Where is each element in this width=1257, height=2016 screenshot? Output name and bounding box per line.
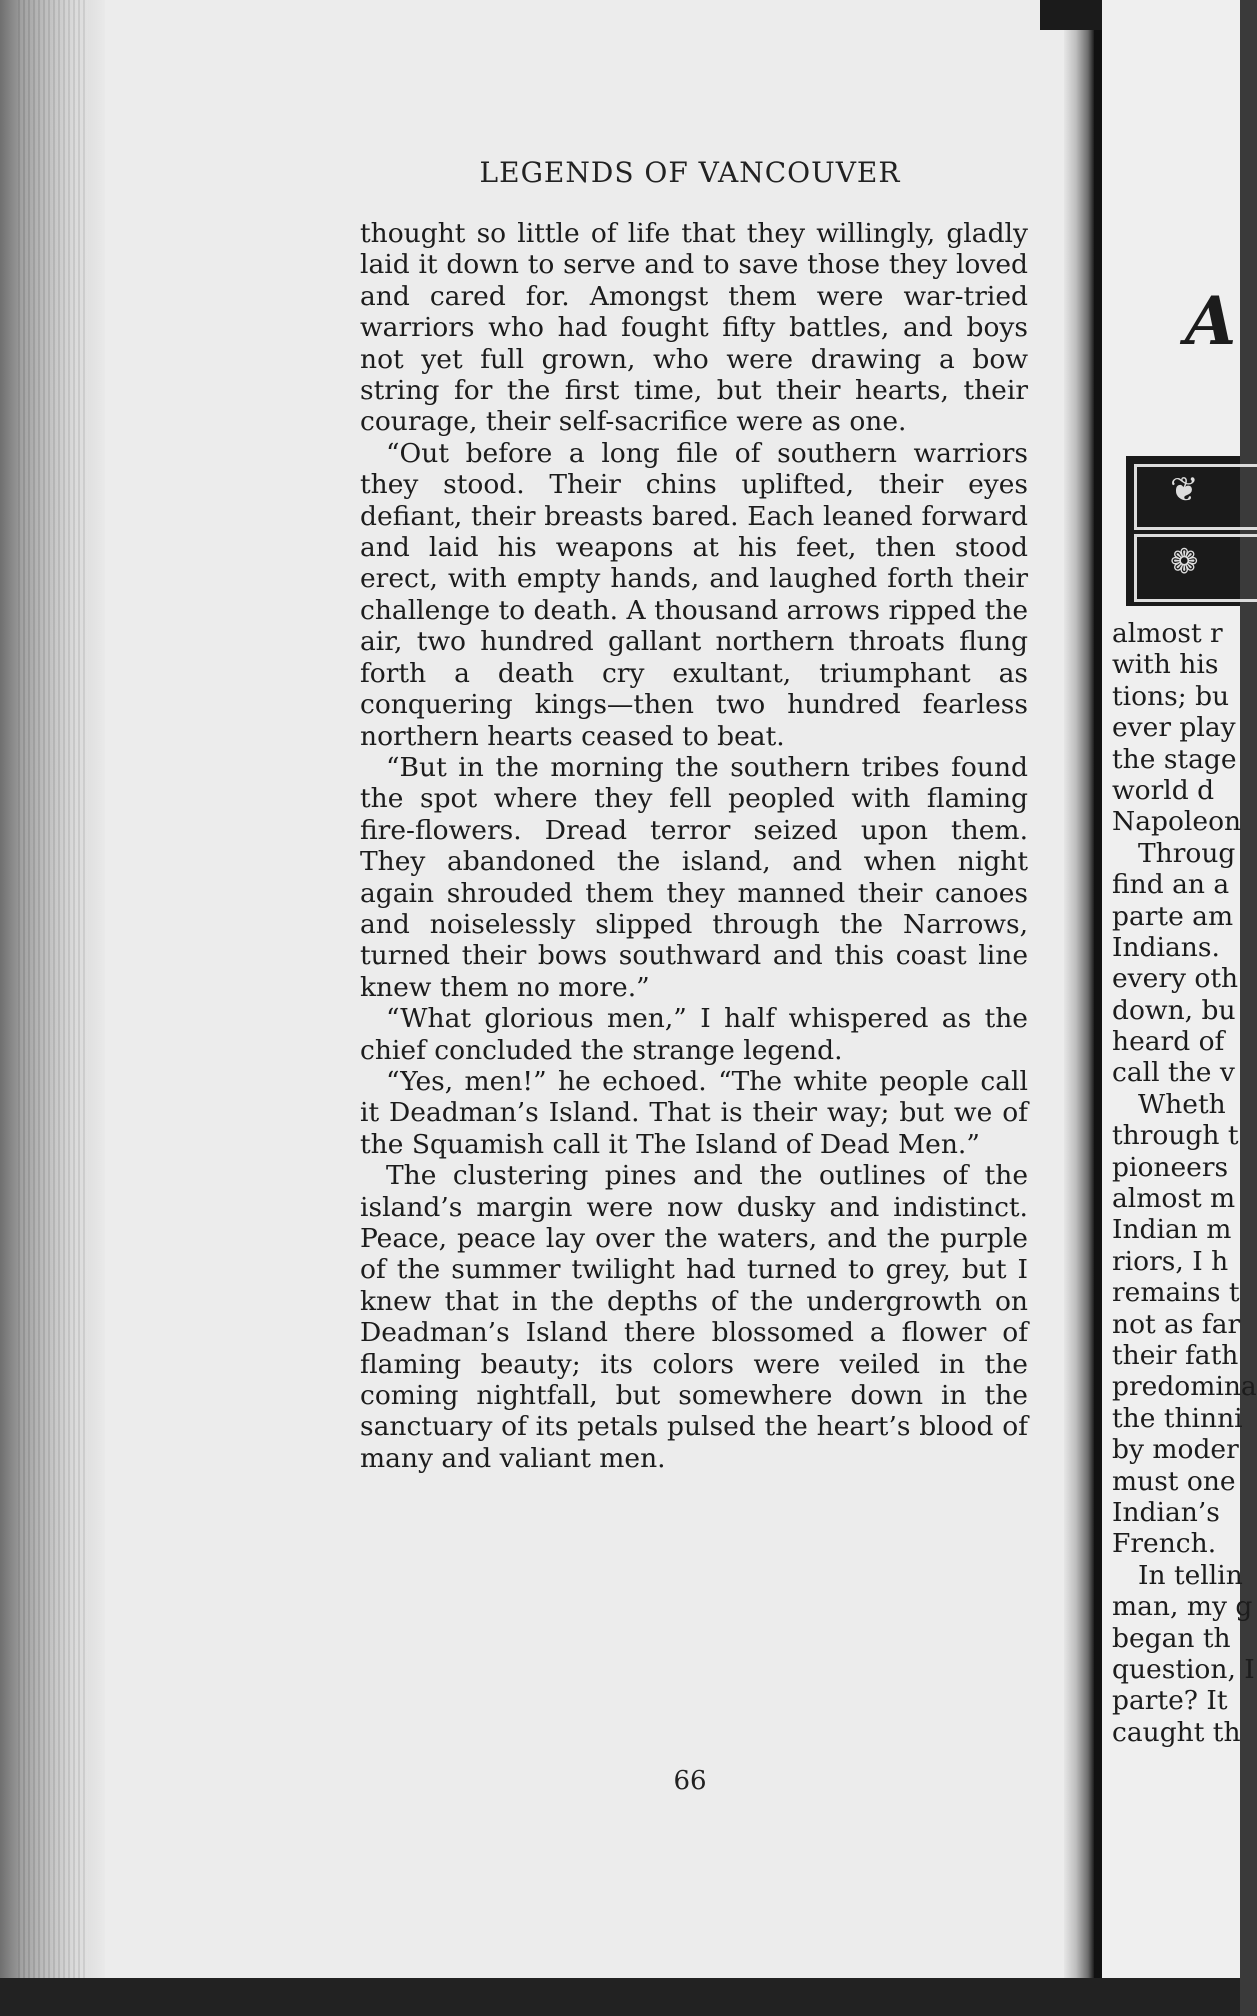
page-edge-lines xyxy=(18,0,88,2016)
paragraph: The clustering pines and the outlines of the island’s margin were now dusky and indistinct. Peace, peace lay over the waters, and the purple of the summer twilight had turned to grey, but I knew that in the depths of the undergrowth on Deadman’s Island there blossomed a flower of flaming beauty; its colors were veiled in the coming nightfall, but somewhere down in the sanctuary of its petals pulsed the heart’s blood of many and valiant men. xyxy=(360,1160,1028,1474)
book-gutter xyxy=(1064,0,1094,2016)
right-page-line: world d xyxy=(1112,774,1215,806)
right-page-line: pioneers xyxy=(1112,1151,1229,1183)
right-page-line: remains t xyxy=(1112,1277,1240,1309)
right-page-line: by moder xyxy=(1112,1434,1239,1466)
right-page-line: find an a xyxy=(1112,869,1230,901)
right-page-line: the thinni xyxy=(1112,1402,1243,1434)
right-page-line: Indian m xyxy=(1112,1214,1232,1246)
right-page-line: question, I xyxy=(1112,1653,1255,1685)
right-page-line: must one xyxy=(1112,1465,1236,1497)
right-page-line: Indians. xyxy=(1112,931,1220,963)
right-page-line: In tellin xyxy=(1138,1559,1243,1591)
right-page-line: riors, I h xyxy=(1112,1245,1229,1277)
paragraph: “Out before a long file of southern warriors they stood. Their chins uplifted, their eyes defiant, their breasts bared. Each leaned forward and laid his weapons at his feet, then stood erect, with empty hands, and laughed forth their challenge to death. A thousand arrows ripped the air, two hundred gallant northern throats flung forth a death cry exultant, triumphant as conquering kings—then two hundred fearless northern hearts ceased to beat. xyxy=(360,437,1028,752)
right-page-line: heard of xyxy=(1112,1026,1225,1058)
right-page-line: Wheth xyxy=(1138,1088,1226,1120)
right-page-line: almost r xyxy=(1112,618,1223,649)
ornament-icon: ❁ xyxy=(1170,542,1199,582)
right-page-line: tions; bu xyxy=(1112,680,1230,712)
running-head: LEGENDS OF VANCOUVER xyxy=(479,156,901,189)
right-page-text xyxy=(1112,618,1257,1748)
right-page-line: ever play xyxy=(1112,712,1236,744)
right-page-line: through t xyxy=(1112,1120,1239,1152)
page-number: 66 xyxy=(673,1766,707,1796)
chapter-title-fragment: A xyxy=(1185,282,1237,360)
right-page-line: Indian’s xyxy=(1112,1496,1220,1528)
right-page-line: Throug xyxy=(1138,837,1236,869)
right-page-line: with his xyxy=(1112,649,1219,681)
paragraph: thought so little of life that they willingly, gladly laid it down to serve and to save those they loved and cared for. Amongst them were war-tried warriors who had fought fifty battles, and boys not yet full grown, who were drawing a bow string for the first time, but their hearts, their courage, their self-sacrifice were as one. xyxy=(360,218,1028,438)
right-page-line: down, bu xyxy=(1112,994,1236,1026)
scan-border-bottom xyxy=(0,1978,1240,2016)
paragraph: “Yes, men!” he echoed. “The white people call it Deadman’s Island. That is their way; but we of the Squamish call it The Island of Dead Men.” xyxy=(360,1065,1028,1160)
ornament-icon: ❦ xyxy=(1170,470,1199,510)
right-page-line: the stage xyxy=(1112,743,1237,775)
paragraph: “But in the morning the southern tribes found the spot where they fell peopled with flaming fire-flowers. Dread terror seized upon them. They abandoned the island, and when night again shrouded them they manned their canoes and noiselessly slipped through the Narrows, turned their bows southward and this coast line knew them no more.” xyxy=(360,751,1028,1003)
right-page-line: almost m xyxy=(1112,1183,1236,1215)
right-page-line: call the v xyxy=(1112,1057,1235,1089)
right-page-line: began th xyxy=(1112,1622,1231,1654)
right-page-line: predomina xyxy=(1112,1371,1257,1403)
right-page-edge xyxy=(1094,30,1102,2016)
ornamental-drop-cap xyxy=(1126,456,1240,606)
right-page-line: man, my g xyxy=(1112,1591,1253,1623)
right-page-line: every oth xyxy=(1112,963,1239,995)
right-page-line: their fath xyxy=(1112,1339,1239,1371)
right-page-line: Napoleon xyxy=(1112,806,1242,838)
right-page-line: parte am xyxy=(1112,900,1234,932)
right-page-line: parte? It xyxy=(1112,1685,1228,1717)
right-page-line: French. xyxy=(1112,1528,1217,1560)
paragraph: “What glorious men,” I half whispered as the chief concluded the strange legend. xyxy=(360,1003,1028,1066)
right-page-line: caught th xyxy=(1112,1716,1241,1748)
body-text xyxy=(360,218,1028,1474)
right-page-line: not as far xyxy=(1112,1308,1241,1340)
